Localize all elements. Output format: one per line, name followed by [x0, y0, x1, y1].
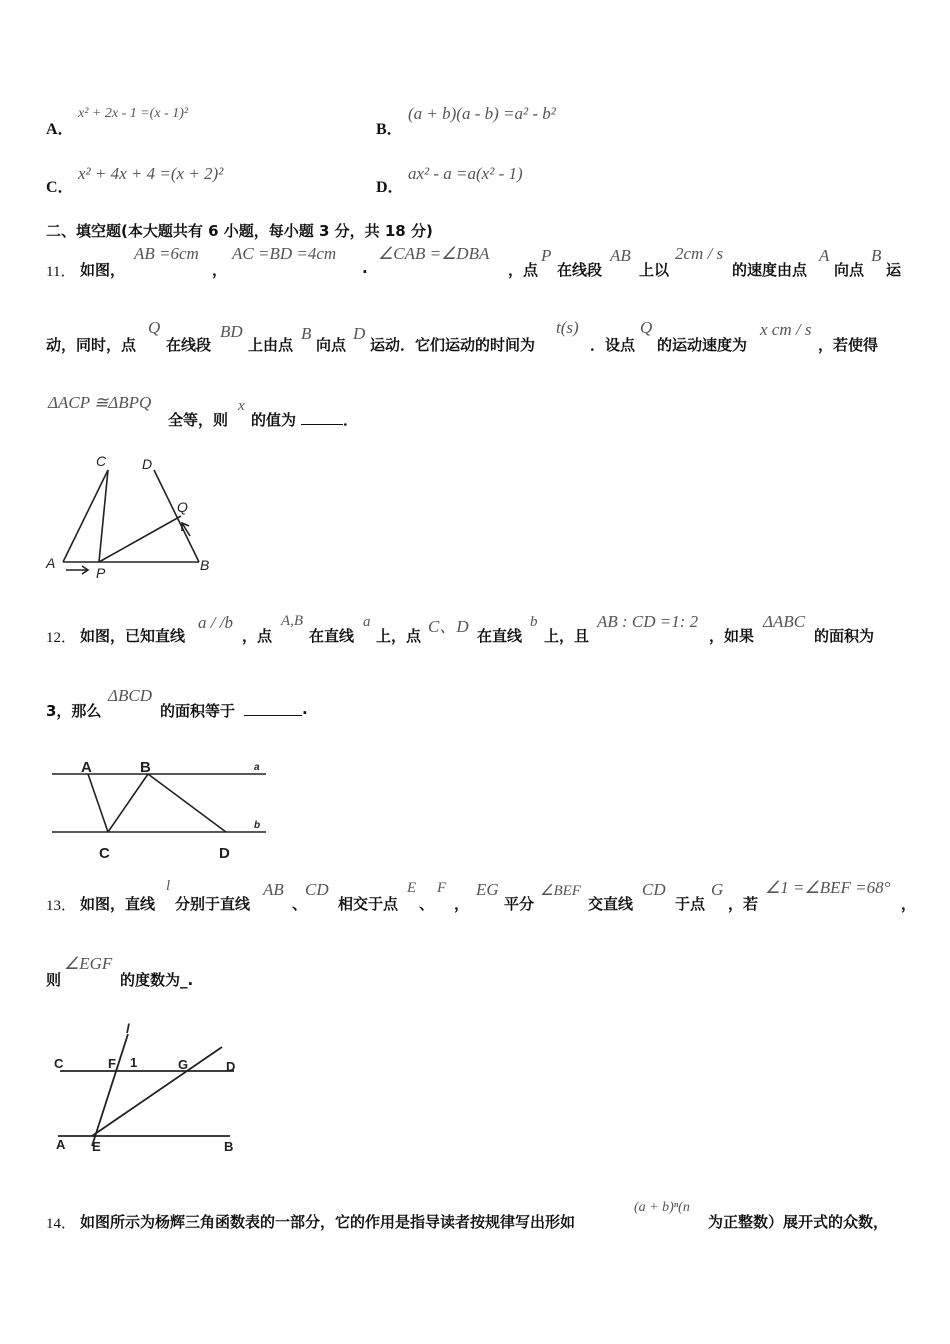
q13-math-l: l — [166, 878, 171, 894]
q11-math-a: A — [819, 246, 830, 265]
option-d-label: D． — [376, 179, 404, 196]
q11-l3-text-3: ． — [343, 411, 359, 429]
q12-math-a: a — [363, 614, 371, 630]
q11-text-3: . — [362, 259, 368, 277]
q11-text-9: 运 — [886, 261, 902, 279]
q13-math-f: F — [437, 880, 447, 896]
q11-number: 11． — [46, 264, 76, 280]
q12-text-1: 如图，已知直线 — [80, 627, 186, 645]
q11-answer-blank[interactable] — [301, 410, 343, 425]
q11-fig-label-d: D — [142, 456, 153, 472]
q11-l3-text-1: 全等，则 — [168, 411, 229, 429]
q11-math-ac-bd: AC =BD =4cm — [232, 244, 337, 263]
q12-fig-label-b: B — [140, 759, 151, 776]
q13-l2-text-2: 的度数为_. — [120, 971, 194, 989]
q11-l2-text-5: 运动．它们运动的时间为 — [370, 336, 536, 354]
q12-math-b: b — [530, 614, 538, 630]
q11-l3-text-2: 的值为 — [251, 411, 297, 429]
q11-math-angles: ∠CAB =∠DBA — [378, 244, 490, 263]
q12-math-parallel: a / /b — [198, 613, 233, 632]
q13-text-1: 如图，直线 — [80, 895, 156, 913]
q12-l2-text-3: . — [302, 700, 308, 718]
q12-text-3: 在直线 — [309, 627, 355, 645]
option-b-label: B． — [376, 121, 403, 138]
q11-fig-label-q: Q — [177, 499, 188, 515]
q11-fig-segment-cp — [99, 470, 108, 562]
option-a-expression: x² + 2x - 1 =(x - 1)² — [78, 106, 189, 121]
q11-l2-text-8: ，若使得 — [818, 336, 879, 354]
q12-text-6: 上，且 — [544, 627, 590, 645]
section-heading: 二、填空题(本大题共有 6 小题，每小题 3 分，共 18 分) — [46, 222, 433, 240]
q11-math-speed: 2cm / s — [675, 244, 724, 263]
q11-fig-segment-pq — [99, 516, 181, 562]
q11-fig-label-p: P — [96, 565, 106, 581]
q13-text-11: ， — [901, 895, 917, 913]
q11-l2-text-2: 在线段 — [166, 336, 212, 354]
q12-figure — [48, 756, 270, 864]
q12-number: 12． — [46, 630, 77, 646]
q13-l2-text-1: 则 — [46, 971, 62, 989]
q11-text-6: 上以 — [639, 261, 670, 279]
q11-fig-segment-ac — [63, 470, 108, 562]
q11-l2-math-bd: BD — [220, 322, 243, 341]
q13-math-ab: AB — [263, 880, 284, 899]
q14-text-1: 如图所示为杨辉三角函数表的一部分，它的作用是指导读者按规律写出形如 — [80, 1213, 576, 1231]
q13-math-e: E — [407, 880, 417, 896]
q13-text-5: 、 — [419, 895, 435, 913]
q11-math-ab: AB =6cm — [134, 244, 199, 263]
q11-l2-text-1: 动，同时，点 — [46, 336, 137, 354]
q11-math-p: P — [541, 246, 552, 265]
q12-fig-segment-bd — [148, 774, 226, 832]
q11-l2-text-7: 的运动速度为 — [657, 336, 748, 354]
q11-l2-math-b: B — [301, 324, 312, 343]
q11-fig-label-b: B — [200, 557, 210, 573]
q12-fig-label-line-b: b — [254, 820, 261, 831]
q12-math-abc: ΔABC — [763, 612, 806, 631]
q13-l2-math-egf: ∠EGF — [64, 954, 113, 973]
q11-fig-arrow-p — [66, 566, 88, 574]
q13-fig-line-l — [92, 1034, 128, 1146]
q13-fig-label-l: l — [126, 1022, 130, 1036]
q13-fig-label-d: D — [226, 1059, 236, 1074]
q11-l2-math-t: t(s) — [556, 318, 579, 337]
q12-math-ratio: AB : CD =1: 2 — [597, 612, 699, 631]
q13-text-2: 分别于直线 — [175, 895, 251, 913]
q13-text-7: 平分 — [504, 895, 535, 913]
q13-fig-label-b: B — [224, 1139, 234, 1154]
q13-text-4: 相交于点 — [338, 895, 399, 913]
q11-l3-math-x: x — [238, 398, 245, 414]
q11-text-5: 在线段 — [557, 261, 603, 279]
q14-text-2: 为正整数）展开式的众数， — [708, 1213, 889, 1231]
q12-l2-math-bcd: ΔBCD — [108, 686, 152, 705]
q11-l2-text-3: 上由点 — [248, 336, 294, 354]
q13-fig-label-g: G — [178, 1057, 189, 1072]
q12-text-4: 上，点 — [376, 627, 422, 645]
option-c-expression: x² + 4x + 4 =(x + 2)² — [78, 164, 224, 183]
q13-fig-label-1: 1 — [130, 1055, 138, 1070]
q13-math-bef: ∠BEF — [540, 883, 581, 899]
q12-math-cd: C、D — [428, 617, 469, 636]
q13-number: 13． — [46, 898, 77, 914]
q12-text-7: ，如果 — [709, 627, 755, 645]
q12-text-5: 在直线 — [477, 627, 523, 645]
q13-fig-label-c: C — [54, 1056, 64, 1071]
q14-number: 14． — [46, 1216, 77, 1232]
option-a-label: A． — [46, 121, 74, 138]
option-b-expression: (a + b)(a - b) =a² - b² — [408, 104, 556, 123]
q12-l2-text-1: 3，那么 — [46, 702, 102, 720]
q13-math-cd: CD — [305, 880, 329, 899]
q13-fig-label-e: E — [92, 1139, 101, 1154]
option-c-label: C． — [46, 179, 74, 196]
q11-math-ab2: AB — [610, 246, 631, 265]
q13-math-angle: ∠1 =∠BEF =68° — [765, 878, 891, 897]
q12-fig-segment-cb — [108, 774, 148, 832]
q11-l2-math-q2: Q — [640, 318, 653, 337]
q11-l2-text-6: ．设点 — [590, 336, 636, 354]
q11-text-1: 如图， — [80, 261, 126, 279]
q14-math-expansion: (a + b)ⁿ(n — [634, 1200, 690, 1215]
option-d-expression: ax² - a =a(x² - 1) — [408, 164, 523, 183]
q12-text-2: ，点 — [242, 627, 273, 645]
q12-fig-label-c: C — [99, 845, 110, 862]
q13-math-g: G — [711, 880, 724, 899]
q13-text-9: 于点 — [675, 895, 706, 913]
q12-fig-label-line-a: a — [254, 762, 260, 773]
q13-text-3: 、 — [292, 895, 308, 913]
q12-fig-segment-ac — [88, 774, 108, 832]
q13-text-10: ，若 — [728, 895, 759, 913]
q11-fig-label-a: A — [46, 555, 56, 571]
q13-figure — [50, 1022, 250, 1158]
q12-answer-blank[interactable] — [244, 701, 302, 716]
q13-fig-label-f: F — [108, 1056, 116, 1071]
q12-fig-label-a: A — [81, 759, 92, 776]
q12-text-8: 的面积为 — [814, 627, 875, 645]
q13-text-8: 交直线 — [588, 895, 634, 913]
q11-l2-math-xspeed: x cm / s — [760, 320, 812, 339]
q11-math-b: B — [871, 246, 882, 265]
q11-l2-text-4: 向点 — [316, 336, 347, 354]
q11-l3-math-congruent: ΔACP ≅ΔBPQ — [48, 393, 152, 412]
q11-fig-segment-db — [154, 470, 199, 562]
q11-text-4: ，点 — [508, 261, 539, 279]
q13-fig-label-a: A — [56, 1137, 66, 1152]
q11-text-8: 向点 — [834, 261, 865, 279]
q11-fig-label-c: C — [96, 453, 107, 469]
q11-l2-math-q: Q — [148, 318, 161, 337]
q11-text-2: ， — [212, 261, 228, 279]
q12-l2-text-2: 的面积等于 — [160, 702, 236, 720]
q12-fig-label-d: D — [219, 845, 230, 862]
q11-l2-math-d: D — [353, 324, 366, 343]
q13-math-eg: EG — [476, 880, 499, 899]
q11-text-7: 的速度由点 — [732, 261, 808, 279]
q13-math-cd2: CD — [642, 880, 666, 899]
q11-figure — [44, 446, 214, 582]
q13-text-6: ， — [454, 895, 470, 913]
q12-math-ab: A,B — [281, 613, 304, 629]
